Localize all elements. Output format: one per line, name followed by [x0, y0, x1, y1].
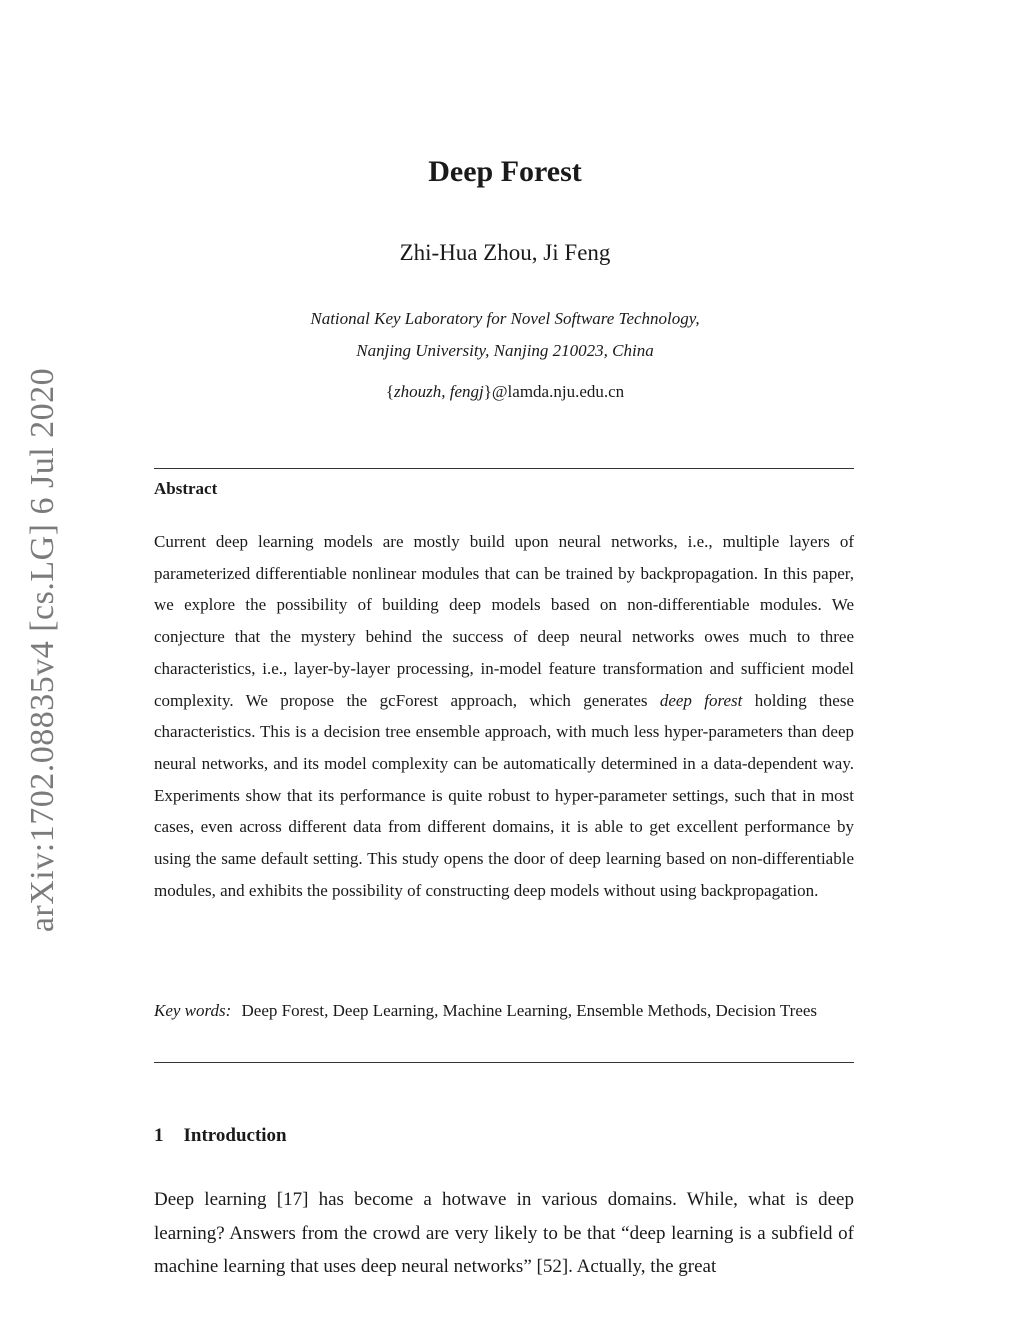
email-domain: @lamda.nju.edu.cn [491, 382, 625, 401]
paper-title: Deep Forest [428, 155, 582, 188]
affiliation-line-2: Nanjing University, Nanjing 210023, China [356, 341, 654, 360]
abstract-top-rule [154, 468, 854, 469]
abstract-emphasis: deep forest [659, 690, 743, 710]
abstract-text-part-1: Current deep learning models are mostly build upon neural networks, i.e., multiple layers of parameterized differentiable nonlinear modules that can be trained by backpropagation. In this paper, we explore the possibility of building deep models based on non-differentiable modules. We conjecture that the mystery behind the success of deep neural networks owes much to three characteristics, i.e., layer-by-layer processing, in-model feature transformation and sufficient model complexity. We propose the gcForest approach, which generates [154, 532, 854, 710]
section-heading-introduction [154, 1125, 287, 1147]
arxiv-identifier: arXiv:1702.08835v4 [cs.LG] 6 Jul 2020 [24, 367, 61, 933]
keywords-label: Key words: [154, 1001, 232, 1020]
abstract-text-part-2: holding these characteristics. This is a decision tree ensemble approach, with much less hyper-parameters than deep neural networks, and its model complexity can be automatically determined in a data-dependent way. Experiments show that its performance is quite robust to hyper-parameter settings, such that in most cases, even across different data from different domains, it is able to get excellent performance by using the same default setting. This study opens the door of deep learning based on non-differentiable modules, and exhibits the possibility of constructing deep models without using backpropagation. [154, 690, 854, 900]
section-title: Introduction [183, 1125, 287, 1146]
email-brace-close: } [483, 382, 492, 401]
abstract-heading: Abstract [154, 479, 218, 498]
abstract-body [154, 526, 854, 906]
email-brace-open: { [385, 382, 394, 401]
section-number: 1 [154, 1125, 164, 1146]
author-email [0, 382, 1010, 402]
affiliation-line-1: National Key Laboratory for Novel Software Technology, [310, 309, 700, 328]
email-names: zhouzh, fengj [394, 382, 484, 401]
author-list: Zhi-Hua Zhou, Ji Feng [399, 240, 611, 265]
introduction-paragraph: Deep learning [17] has become a hotwave in various domains. While, what is deep learning? Answers from the crowd are very likely to be that “deep learning is a subfield of machine learning that uses deep neural networks” [52]. Actually, the great [154, 1189, 854, 1277]
abstract-bottom-rule [154, 1062, 854, 1063]
keywords [154, 995, 854, 1027]
keywords-list: Deep Forest, Deep Learning, Machine Learning, Ensemble Methods, Decision Trees [241, 1001, 818, 1020]
